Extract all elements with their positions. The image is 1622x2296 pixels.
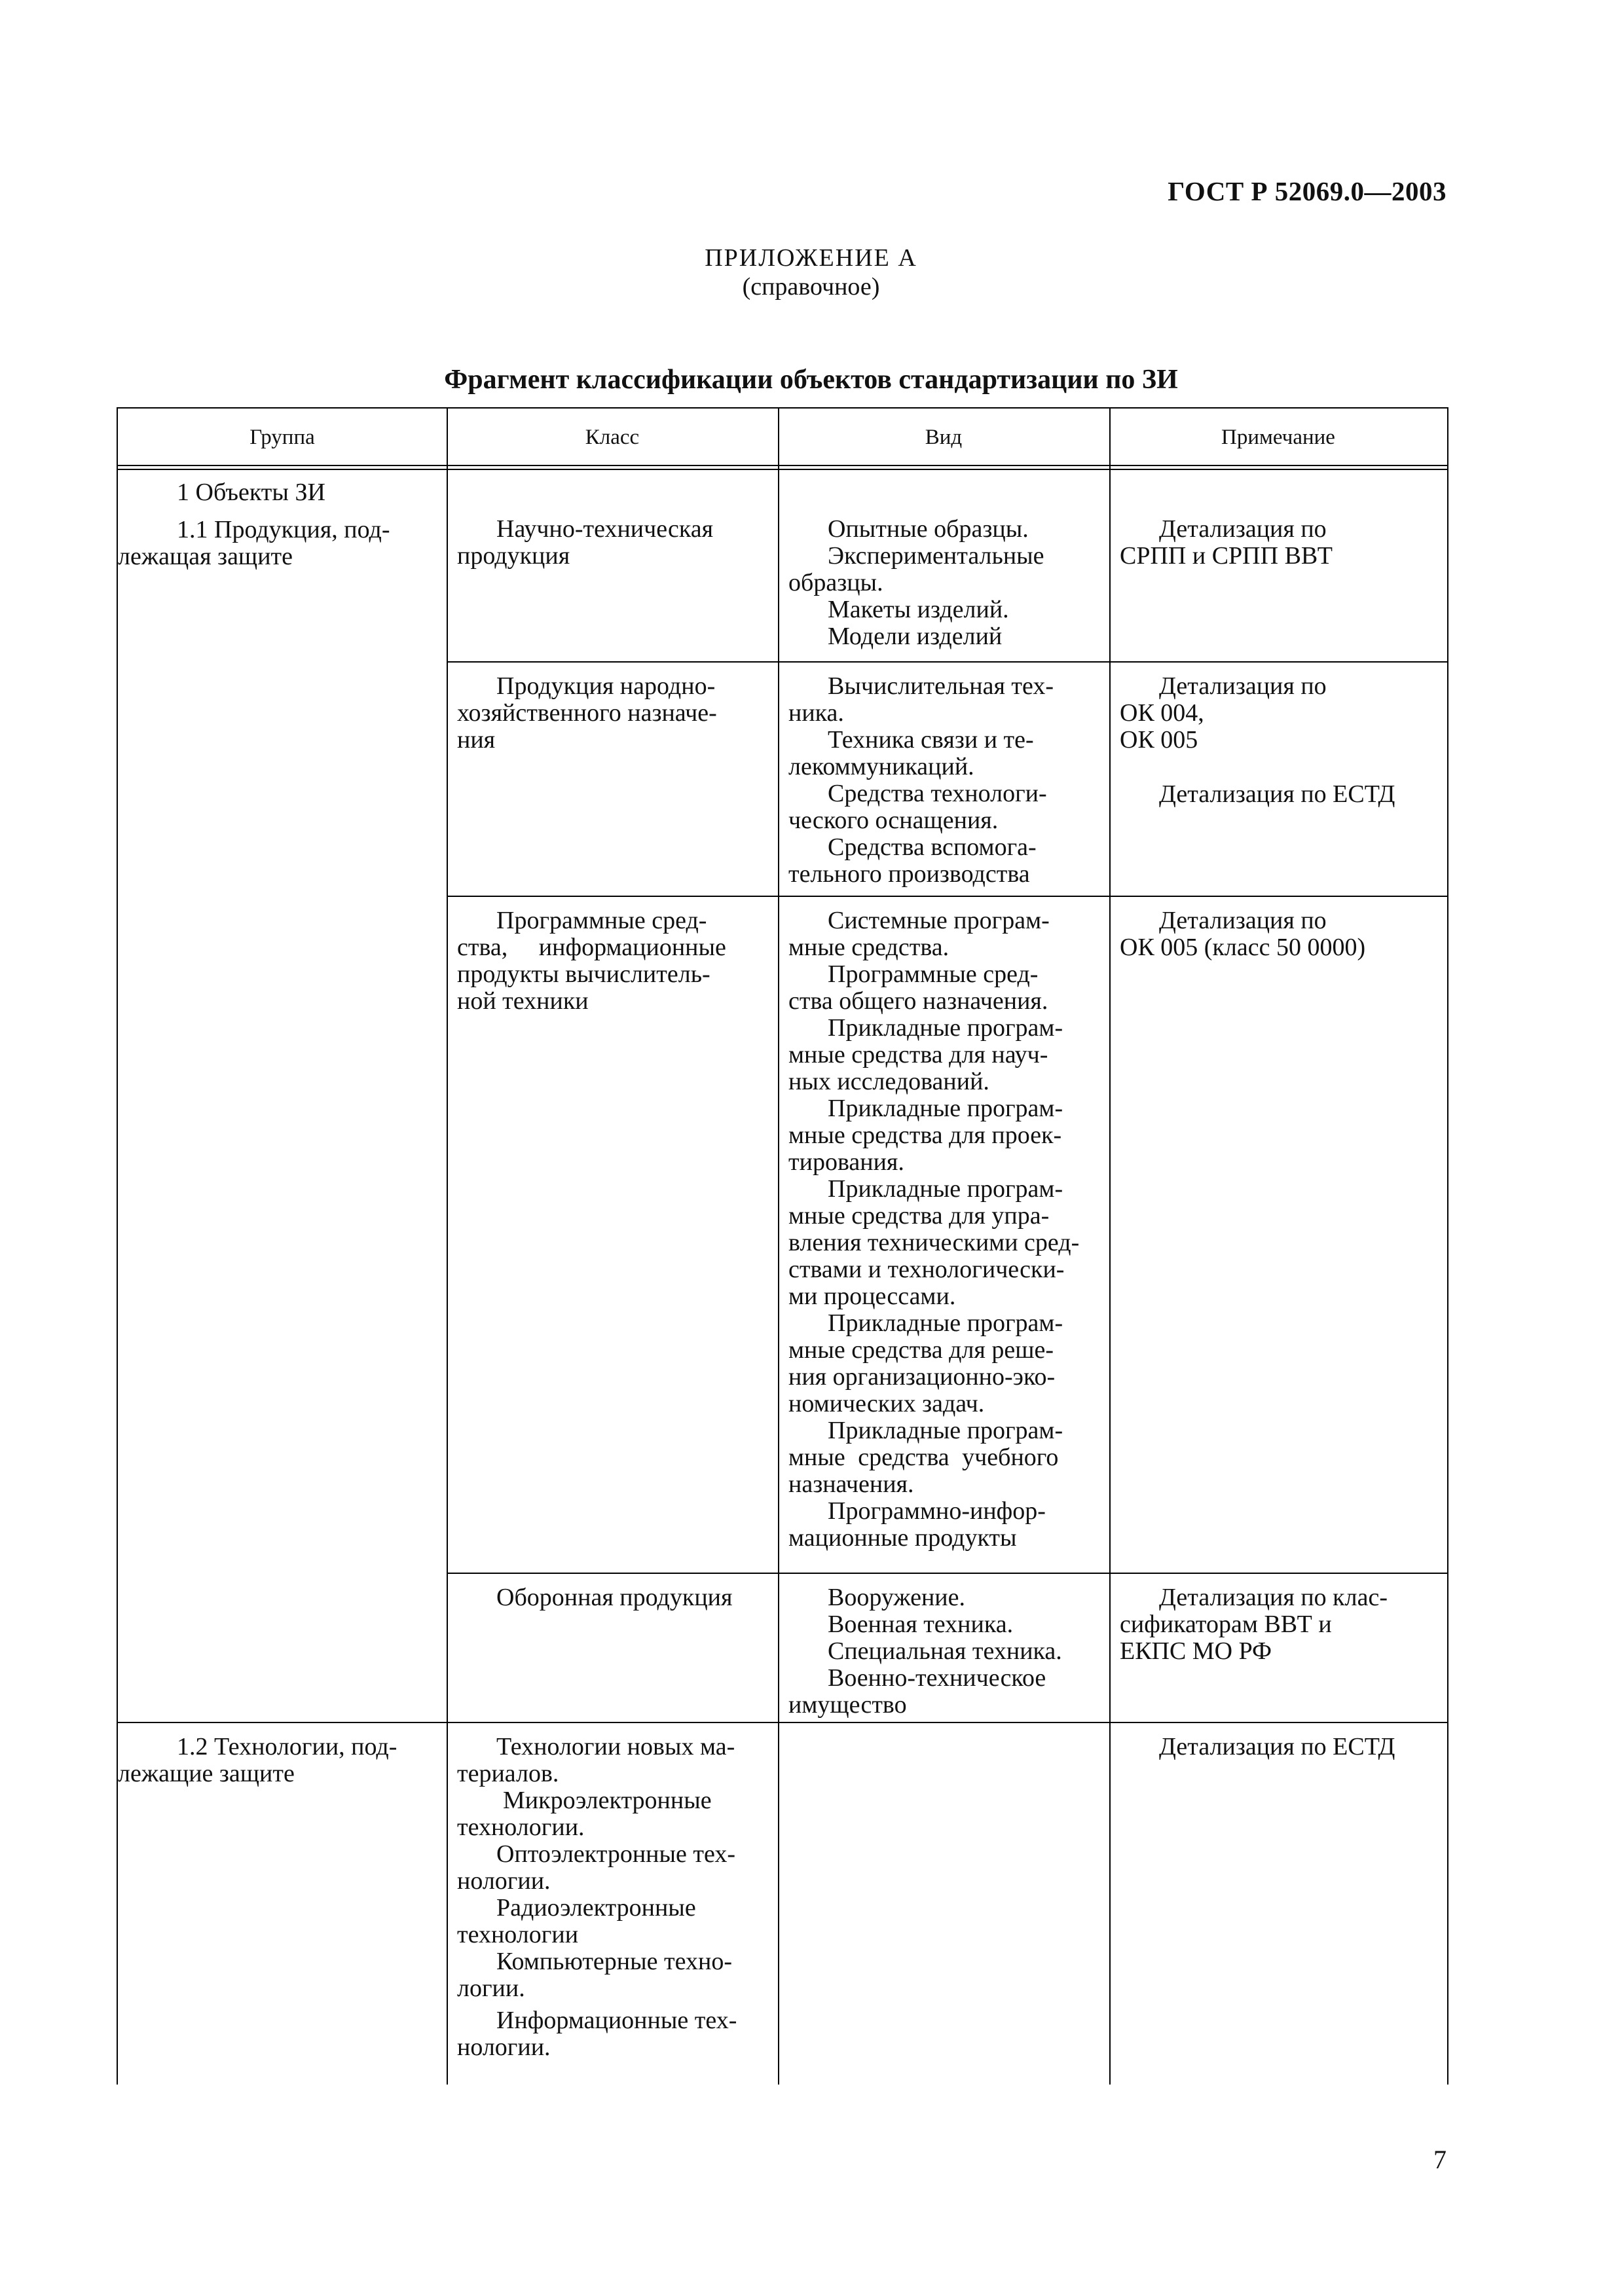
- type-line: тирования.: [788, 1148, 904, 1176]
- type-line: Модели изделий: [828, 623, 1003, 650]
- type-line: Экспериментальные: [828, 542, 1044, 570]
- class-line: ной техники: [457, 987, 589, 1015]
- row-divider: [447, 661, 1447, 663]
- type-line: Средства технологи-: [828, 780, 1047, 807]
- class-cell: [457, 516, 771, 570]
- class-line: Продукция народно-: [496, 672, 716, 700]
- group-label: 1.1 Продукция, под-: [177, 516, 390, 543]
- type-line: тельного производства: [788, 860, 1030, 888]
- row-divider: [447, 1573, 1447, 1574]
- note-line: Детализация по клас-: [1159, 1584, 1388, 1611]
- class-line: продукция: [457, 542, 570, 570]
- type-line: мные средства для проек-: [788, 1121, 1062, 1149]
- note-line: ОК 005: [1120, 726, 1198, 754]
- class-line: технологии.: [457, 1813, 585, 1841]
- classification-table: [117, 407, 1448, 2085]
- table-caption: Фрагмент классификации объектов стандартизации по ЗИ: [444, 365, 1178, 395]
- class-cell: [457, 1734, 771, 2061]
- class-line: продукты вычислитель-: [457, 960, 710, 988]
- group-label: 1.2 Технологии, под-: [177, 1733, 397, 1760]
- type-line: мные средства для упра-: [788, 1202, 1050, 1230]
- type-line: ника.: [788, 699, 844, 727]
- type-line: Вооружение.: [828, 1584, 966, 1611]
- note-cell: [1120, 907, 1441, 961]
- type-cell: [788, 907, 1105, 1552]
- class-cell: [457, 907, 771, 1015]
- type-cell: [788, 1584, 1105, 1719]
- note-line: ОК 004,: [1120, 699, 1204, 727]
- class-cell: [457, 673, 771, 754]
- note-line: Детализация по: [1159, 907, 1327, 934]
- class-line: Программные сред-: [496, 907, 707, 934]
- type-line: Программные сред-: [828, 960, 1039, 988]
- type-line: Прикладные програм-: [828, 1095, 1063, 1122]
- column-header-group: Группа: [249, 426, 315, 449]
- row-divider: [447, 896, 1447, 897]
- column-divider: [1109, 409, 1111, 2085]
- column-header-class: Класс: [585, 426, 640, 449]
- type-line: Прикладные програм-: [828, 1175, 1063, 1203]
- class-line: нологии.: [457, 1867, 551, 1895]
- note-cell: [1120, 673, 1441, 808]
- type-line: Прикладные програм-: [828, 1014, 1063, 1042]
- class-line: Оборонная продукция: [496, 1584, 733, 1611]
- type-line: мационные продукты: [788, 1524, 1017, 1552]
- column-header-note: Примечание: [1221, 426, 1335, 449]
- type-line: номических задач.: [788, 1390, 985, 1417]
- type-line: Программно-инфор-: [828, 1497, 1046, 1525]
- note-cell: [1120, 1734, 1441, 1760]
- type-line: мные средства для науч-: [788, 1041, 1048, 1068]
- type-line: вления техническими сред-: [788, 1229, 1080, 1256]
- group-cell-objects: [118, 479, 439, 570]
- class-cell: [457, 1584, 771, 1611]
- type-line: Вычислительная тех-: [828, 672, 1054, 700]
- column-header-type: Вид: [925, 426, 963, 449]
- type-line: ми процессами.: [788, 1283, 956, 1310]
- note-line: ЕКПС МО РФ: [1120, 1637, 1272, 1665]
- note-line: Детализация по ЕСТД: [1159, 1733, 1395, 1760]
- class-line: хозяйственного назначе-: [457, 699, 717, 727]
- note-line: Детализация по ЕСТД: [1159, 780, 1395, 808]
- class-line: Технологии новых ма-: [496, 1733, 735, 1760]
- appendix-heading: [0, 244, 1622, 301]
- appendix-title: ПРИЛОЖЕНИЕ А: [705, 244, 917, 272]
- type-line: имущество: [788, 1691, 907, 1719]
- group-label: лежащая защите: [118, 543, 293, 570]
- type-line: мные средства для реше-: [788, 1336, 1054, 1364]
- type-line: назначения.: [788, 1470, 914, 1498]
- type-line: Военно-техническое: [828, 1664, 1046, 1692]
- type-line: мные средства учебного: [788, 1444, 1059, 1471]
- class-line: технологии: [457, 1921, 579, 1948]
- type-line: ния организационно-эко-: [788, 1363, 1056, 1391]
- type-line: Опытные образцы.: [828, 515, 1029, 543]
- group-label: 1 Объекты ЗИ: [177, 479, 325, 506]
- class-line: ния: [457, 726, 496, 754]
- class-line: нологии.: [457, 2033, 551, 2061]
- type-line: ства общего назначения.: [788, 987, 1048, 1015]
- type-line: Средства вспомога-: [828, 833, 1037, 861]
- note-line: СРПП и СРПП ВВТ: [1120, 542, 1333, 570]
- type-line: Техника связи и те-: [828, 726, 1034, 754]
- type-line: Прикладные програм-: [828, 1417, 1063, 1444]
- note-cell: [1120, 516, 1441, 570]
- class-line: Компьютерные техно-: [496, 1948, 732, 1975]
- type-line: ных исследований.: [788, 1068, 989, 1095]
- appendix-subtitle: (справочное): [742, 273, 880, 301]
- column-divider: [778, 409, 779, 2085]
- header-divider: [118, 465, 1447, 470]
- type-line: Макеты изделий.: [828, 596, 1009, 623]
- group-label: лежащие защите: [118, 1760, 295, 1787]
- class-line: ства, информационные: [457, 934, 726, 961]
- class-line: Радиоэлектронные: [496, 1894, 696, 1922]
- document-code: ГОСТ Р 52069.0—2003: [1168, 176, 1447, 206]
- type-line: лекоммуникаций.: [788, 753, 974, 780]
- column-divider: [447, 409, 448, 2085]
- note-line: Детализация по: [1159, 515, 1327, 543]
- type-line: образцы.: [788, 569, 883, 596]
- type-cell: [788, 516, 1105, 650]
- type-line: Прикладные програм-: [828, 1309, 1063, 1337]
- note-line: Детализация по: [1159, 672, 1327, 700]
- class-line: Микроэлектронные: [503, 1787, 712, 1814]
- note-line: ОК 005 (класс 50 0000): [1120, 934, 1366, 961]
- class-line: Научно-техническая: [496, 515, 714, 543]
- note-line: сификаторам ВВТ и: [1120, 1611, 1332, 1638]
- type-line: мные средства.: [788, 934, 949, 961]
- type-line: Военная техника.: [828, 1611, 1014, 1638]
- type-line: Системные програм-: [828, 907, 1050, 934]
- note-cell: [1120, 1584, 1441, 1665]
- section-divider: [118, 1722, 1447, 1723]
- group-cell-technologies: [118, 1733, 439, 1787]
- type-cell: [788, 673, 1105, 888]
- class-line: логии.: [457, 1975, 525, 2002]
- type-line: ствами и технологически-: [788, 1256, 1065, 1283]
- page-number: 7: [1433, 2145, 1447, 2174]
- type-line: ческого оснащения.: [788, 807, 999, 834]
- type-line: Специальная техника.: [828, 1637, 1062, 1665]
- class-line: териалов.: [457, 1760, 559, 1787]
- class-line: Оптоэлектронные тех-: [496, 1840, 736, 1868]
- class-line: Информационные тех-: [496, 2007, 737, 2034]
